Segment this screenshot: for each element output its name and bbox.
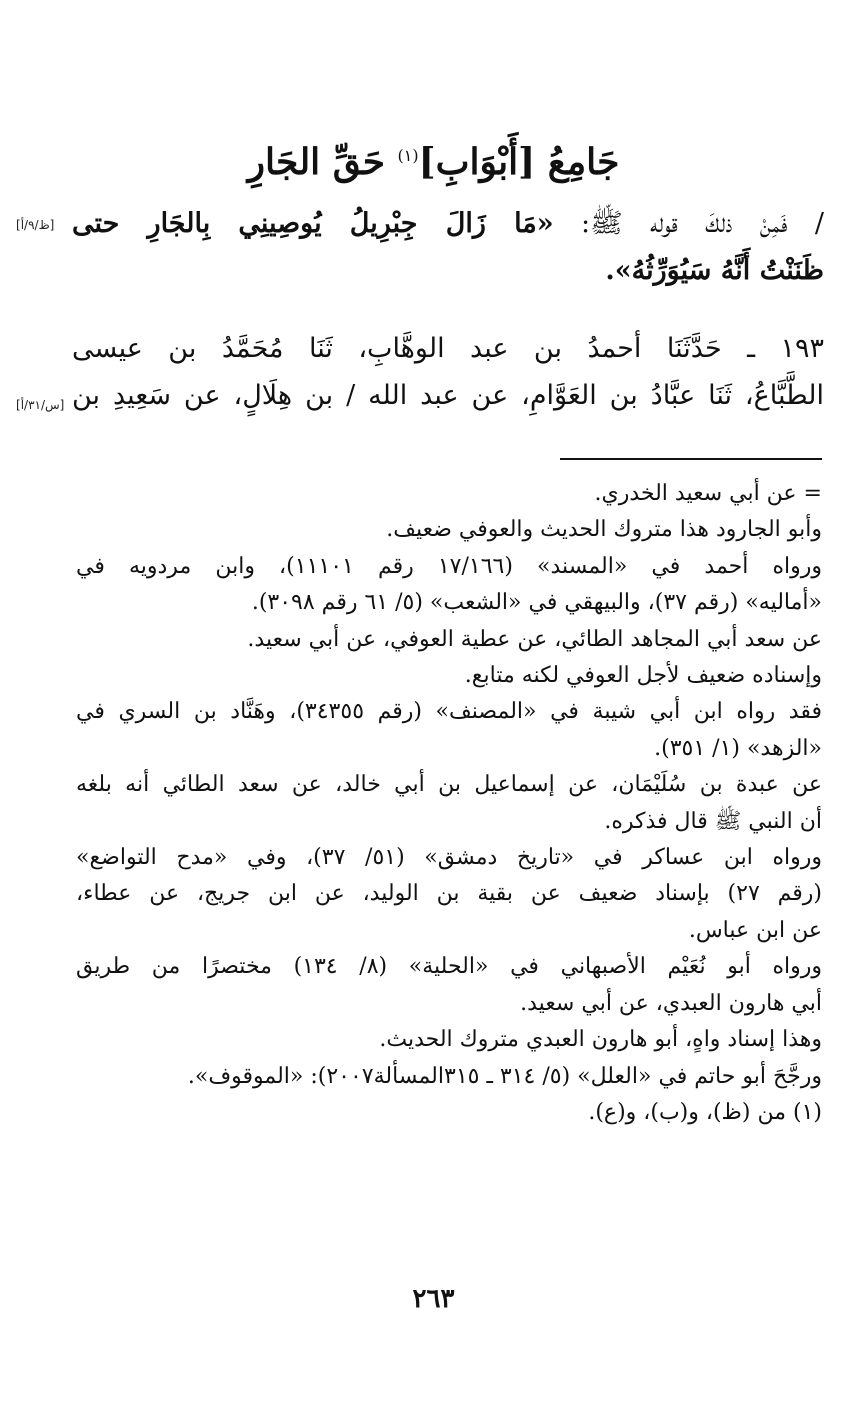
hadith-quote-2: ظَنَنْتُ أَنَّهُ سَيُوَرِّثُهُ». bbox=[605, 255, 824, 286]
footnote-divider bbox=[560, 458, 822, 460]
footnote-line: وإسناده ضعيف لأجل العوفي لكنه متابع. bbox=[464, 663, 822, 689]
footnote-line: أبي هارون العبدي، عن أبي سعيد. bbox=[520, 990, 822, 1016]
footnote-line: ورواه أحمد في «المسند» (١٧/١٦٦ رقم ١١١٠١)، وابن مردويه في bbox=[76, 553, 822, 579]
footnote-line: ورجَّحَ أبو حاتم في «العلل» (٥/ ٣١٤ ـ ٣١٥المسألة٢٠٠٧): «الموقوف». bbox=[187, 1063, 822, 1089]
footnote-line: عن عبدة بن سُلَيْمَان، عن إسماعيل بن أبي خالد، عن سعد الطائي أنه بلغه bbox=[76, 772, 822, 798]
footnote-line: فقد رواه ابن أبي شيبة في «المصنف» (رقم ٣٤٣٥٥)، وهَنَّاد بن السري في bbox=[76, 699, 823, 725]
manuscript-ref-1: [ظ/٩/أ] bbox=[16, 218, 55, 232]
footnote-line: أن النبي ﷺ قال فذكره. bbox=[604, 808, 822, 834]
hadith-quote-1: «مَا زَالَ جِبْرِيلُ يُوصِينِي بِالجَارِ حتى bbox=[72, 208, 554, 239]
chapter-title bbox=[0, 128, 867, 190]
footnote-line: ورواه ابن عساكر في «تاريخ دمشق» (٥١/ ٣٧)، وفي «مدح التواضع» bbox=[76, 845, 823, 871]
footnote-line: «أماليه» (رقم ٣٧)، والبيهقي في «الشعب» (٥/ ٦١ رقم ٣٠٩٨). bbox=[251, 590, 822, 616]
manuscript-ref-2: [س/٣١/أ] bbox=[16, 398, 65, 412]
hadith-line-1: ١٩٣ ـ حَدَّثَنَا أحمدُ بن عبد الوهَّابِ، ثَنَا مُحَمَّدُ بن عيسى bbox=[72, 333, 824, 364]
footnote-line: عن سعد أبي المجاهد الطائي، عن عطية العوفي، عن أبي سعيد. bbox=[247, 626, 822, 652]
hadith-line-2: الطَّبَّاعُ، ثَنَا عبَّادُ بن العَوَّامِ، عن عبد الله / بن هِلَالٍ، عن سَعِيدِ بن bbox=[72, 380, 824, 411]
intro-line-1 bbox=[72, 200, 824, 247]
intro-paragraph bbox=[72, 200, 824, 294]
footnote-marker: (١) bbox=[397, 146, 419, 165]
intro-lead: / فَمِنْ ذلكَ قوله ﷺ: bbox=[553, 208, 824, 239]
page-number: ٢٦٣ bbox=[412, 1284, 455, 1314]
hadith-193 bbox=[72, 325, 824, 419]
footnote-line: «الزهد» (١/ ٣٥١). bbox=[654, 735, 822, 761]
footnote-line: ورواه أبو نُعَيْم الأصبهاني في «الحلية» (٨/ ١٣٤) مختصرًا من طريق bbox=[76, 954, 822, 980]
footnote-line: = عن أبي سعيد الخدري. bbox=[594, 481, 822, 506]
footnote-line: (رقم ٢٧) بإسناد ضعيف عن بقية بن الوليد، عن ابن جريج، عن عطاء، bbox=[76, 881, 823, 907]
footnote-1: (١) من (ظ)، و(ب)، و(ع). bbox=[588, 1099, 822, 1125]
chapter-title-text-2: حَقِّ الجَارِ bbox=[247, 141, 398, 183]
footnote-line: عن ابن عباس. bbox=[688, 917, 822, 943]
chapter-title-text: جَامِعُ [أَبْوَابِ] bbox=[418, 141, 620, 183]
footnote-line: وهذا إسناد واهٍ، أبو هارون العبدي متروك الحديث. bbox=[379, 1027, 822, 1053]
footnotes bbox=[76, 476, 822, 1131]
footnote-line: وأبو الجارود هذا متروك الحديث والعوفي ضعيف. bbox=[386, 517, 822, 543]
